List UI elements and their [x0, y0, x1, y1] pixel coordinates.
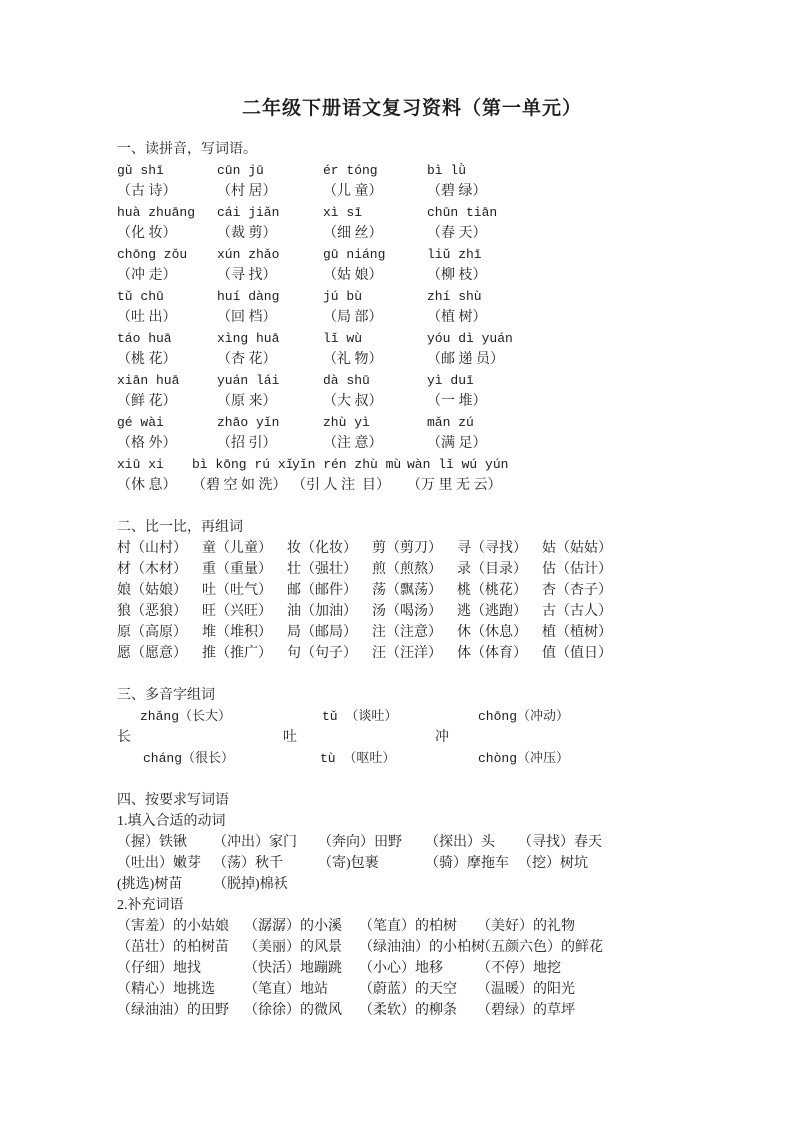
word-cell: （柳 枝） — [427, 268, 487, 283]
pinyin-cell: cái jiǎn — [217, 205, 280, 220]
word-cell: 值（值日） — [542, 646, 612, 661]
word-cell: （快活）地蹦跳 — [244, 961, 342, 976]
word-cell: 剪（剪刀） — [372, 541, 442, 556]
word-cell: （五颜六色）的鲜花 — [477, 940, 603, 955]
word-cell: 原（高原） — [117, 625, 187, 640]
hanzi-row — [117, 181, 707, 202]
word-cell: 估（估计） — [542, 562, 612, 577]
pinyin-cell: tǔ chū — [117, 289, 164, 304]
pinyin-cell: bì lǜ — [427, 163, 467, 178]
word-cell: （春 天） — [427, 226, 487, 241]
word-cell: 荡（飘荡） — [372, 583, 442, 598]
verb-row — [117, 853, 707, 874]
phrase-row — [117, 1000, 707, 1021]
section-pinyin-words — [117, 139, 707, 496]
pinyin-row — [117, 286, 707, 307]
hanzi-row — [117, 391, 707, 412]
word-cell: （荡）秋千 — [213, 856, 283, 871]
reading-cell: chòng（冲压） — [478, 751, 570, 766]
word-cell: （温暖）的阳光 — [477, 982, 575, 997]
word-cell: （骑）摩拖车 — [425, 856, 509, 871]
word-cell: 童（儿童） — [202, 541, 272, 556]
word-cell: （格 外） — [117, 436, 177, 451]
word-cell: 壮（强壮） — [287, 562, 357, 577]
word-cell: 堆（堆积） — [202, 625, 272, 640]
word-cell: （招 引） — [217, 436, 277, 451]
character-cell: 冲 — [435, 730, 449, 745]
pinyin-cell: huí dàng — [217, 289, 280, 304]
word-cell: （美好）的礼物 — [477, 919, 575, 934]
pinyin-cell: bì kōng rú xǐ — [192, 457, 294, 472]
word-cell: 注（注意） — [372, 625, 442, 640]
section-2-heading: 二、比一比，再组词 — [117, 520, 243, 535]
word-cell: 体（体育） — [457, 646, 527, 661]
verb-row — [117, 832, 707, 853]
pinyin-cell: gé wài — [117, 415, 164, 430]
word-cell: （寻找）春天 — [518, 835, 602, 850]
word-cell: 杏（杏子） — [542, 583, 612, 598]
pinyin-row — [117, 202, 707, 223]
hanzi-row — [117, 475, 707, 496]
word-cell: （回 档） — [217, 310, 277, 325]
section-1-heading: 一、读拼音，写词语。 — [117, 142, 257, 157]
pinyin-cell: jú bù — [323, 289, 363, 304]
word-cell: （局 部） — [323, 310, 383, 325]
word-cell: 句（句子） — [287, 646, 357, 661]
word-row — [117, 538, 707, 559]
word-cell: （大 叔） — [323, 394, 383, 409]
reading-cell: cháng（很长） — [143, 751, 235, 766]
word-row — [117, 643, 707, 664]
pinyin-cell: yǐn rén zhù mù — [292, 457, 402, 472]
word-cell: (挑选)树苗 — [117, 877, 183, 892]
word-cell: 妆（化妆） — [287, 541, 357, 556]
word-cell: （绿油油）的田野 — [117, 1003, 229, 1018]
pinyin-cell: zhāo yǐn — [217, 415, 280, 430]
word-cell: 休（休息） — [457, 625, 527, 640]
section-3-heading: 三、多音字组词 — [117, 688, 215, 703]
word-cell: （礼 物） — [323, 352, 383, 367]
pinyin-cell: yuán lái — [217, 373, 280, 388]
pinyin-cell: wàn lǐ wú yún — [407, 457, 509, 472]
word-cell: （寄)包裹 — [318, 856, 379, 871]
pinyin-cell: yì duī — [427, 373, 474, 388]
pinyin-cell: chōng zǒu — [117, 247, 188, 262]
pinyin-cell: yóu dì yuán — [427, 331, 513, 346]
word-cell: 娘（姑娘） — [117, 583, 187, 598]
word-cell: （握）铁锹 — [117, 835, 187, 850]
word-cell: （细 丝） — [323, 226, 383, 241]
word-cell: （碧 空 如 洗） — [192, 478, 287, 493]
word-cell: 古（古人） — [542, 604, 612, 619]
word-row — [117, 601, 707, 622]
word-cell: （挖）树坑 — [518, 856, 588, 871]
pinyin-cell: chūn tiān — [427, 205, 498, 220]
word-cell: （杏 花） — [217, 352, 277, 367]
word-cell: （化 妆） — [117, 226, 177, 241]
word-cell: （植 树） — [427, 310, 487, 325]
word-cell: （仔细）地找 — [117, 961, 201, 976]
hanzi-row — [117, 223, 707, 244]
word-cell: （潺潺）的小溪 — [244, 919, 342, 934]
word-cell: （冲出）家门 — [213, 835, 297, 850]
word-row — [117, 622, 707, 643]
word-cell: （桃 花） — [117, 352, 177, 367]
verb-row — [117, 874, 707, 895]
pinyin-cell: cūn jū — [217, 163, 264, 178]
word-cell: 录（目录） — [457, 562, 527, 577]
hanzi-row — [117, 307, 707, 328]
word-cell: （冲 走） — [117, 268, 177, 283]
pinyin-cell: xún zhǎo — [217, 247, 280, 262]
word-cell: （碧 绿） — [427, 184, 487, 199]
pinyin-cell: xìng huā — [217, 331, 280, 346]
word-cell: （脱掉)棉袄 — [213, 877, 288, 892]
word-cell: 邮（邮件） — [287, 583, 357, 598]
word-cell: 愿（愿意） — [117, 646, 187, 661]
section-4-heading: 四、按要求写词语 — [117, 793, 229, 808]
word-cell: （笔直）地站 — [244, 982, 328, 997]
hanzi-row — [117, 433, 707, 454]
word-cell: （古 诗） — [117, 184, 177, 199]
word-cell: （徐徐）的微风 — [244, 1003, 342, 1018]
word-cell: （小心）地移 — [359, 961, 443, 976]
word-cell: （茁壮）的柏树苗 — [117, 940, 229, 955]
section-write-words — [117, 790, 707, 1021]
polyphone-bottom-row — [117, 748, 707, 769]
pinyin-cell: zhù yì — [323, 415, 370, 430]
pinyin-cell: xiān huā — [117, 373, 180, 388]
sub-2-label: 2.补充词语 — [117, 898, 184, 913]
word-cell: （邮 递 员） — [427, 352, 504, 367]
pinyin-cell: gū niáng — [323, 247, 386, 262]
word-cell: （柔软）的柳条 — [359, 1003, 457, 1018]
polyphone-base-row — [117, 727, 707, 748]
pinyin-row — [117, 160, 707, 181]
word-cell: 煎（煎熬） — [372, 562, 442, 577]
word-cell: （注 意） — [323, 436, 383, 451]
pinyin-cell: mǎn zú — [427, 415, 474, 430]
word-cell: 汪（汪洋） — [372, 646, 442, 661]
word-cell: （裁 剪） — [217, 226, 277, 241]
word-cell: （村 居） — [217, 184, 277, 199]
pinyin-cell: liǔ zhī — [427, 247, 482, 262]
pinyin-cell: táo huā — [117, 331, 172, 346]
word-cell: （一 堆） — [427, 394, 487, 409]
reading-cell: tù （呕吐） — [320, 751, 396, 766]
pinyin-row — [117, 412, 707, 433]
word-cell: 姑（姑姑） — [542, 541, 612, 556]
word-cell: （探出）头 — [425, 835, 495, 850]
word-cell: （原 来） — [217, 394, 277, 409]
pinyin-cell: xì sī — [323, 205, 363, 220]
pinyin-row — [117, 454, 707, 475]
character-cell: 吐 — [283, 730, 297, 745]
reading-cell: zhǎng（长大） — [140, 709, 232, 724]
phrase-row — [117, 979, 707, 1000]
pinyin-cell: ér tóng — [323, 163, 378, 178]
word-cell: 寻（寻找） — [457, 541, 527, 556]
word-cell: （精心）地挑选 — [117, 982, 215, 997]
section-compare-words — [117, 517, 707, 664]
word-cell: 村（山村） — [117, 541, 187, 556]
word-cell: 桃（桃花） — [457, 583, 527, 598]
phrase-row — [117, 916, 707, 937]
polyphone-top-row — [117, 706, 707, 727]
word-row — [117, 580, 707, 601]
pinyin-row — [117, 328, 707, 349]
pinyin-cell: xiū xi — [117, 457, 164, 472]
pinyin-cell: zhí shù — [427, 289, 482, 304]
word-cell: 汤（喝汤） — [372, 604, 442, 619]
word-cell: （万 里 无 云） — [407, 478, 502, 493]
word-cell: 吐（吐气） — [202, 583, 272, 598]
word-cell: （休 息） — [117, 478, 177, 493]
word-cell: （奔向）田野 — [318, 835, 402, 850]
pinyin-cell: gǔ shī — [117, 163, 164, 178]
word-cell: （吐出）嫩芽 — [117, 856, 201, 871]
word-cell: （寻 找） — [217, 268, 277, 283]
pinyin-cell: lǐ wù — [323, 331, 363, 346]
pinyin-row — [117, 370, 707, 391]
word-cell: （鲜 花） — [117, 394, 177, 409]
word-cell: （碧绿）的草坪 — [477, 1003, 575, 1018]
word-cell: 狼（恶狼） — [117, 604, 187, 619]
word-cell: （满 足） — [427, 436, 487, 451]
phrase-row — [117, 958, 707, 979]
word-cell: 重（重量） — [202, 562, 272, 577]
pinyin-cell: dà shū — [323, 373, 370, 388]
word-cell: 逃（逃跑） — [457, 604, 527, 619]
page-title: 二年级下册语文复习资料（第一单元） — [241, 98, 582, 119]
phrase-row — [117, 937, 707, 958]
word-cell: （姑 娘） — [323, 268, 383, 283]
word-cell: （蔚蓝）的天空 — [359, 982, 457, 997]
reading-cell: chōng（冲动） — [478, 709, 570, 724]
word-cell: 油（加油） — [287, 604, 357, 619]
word-cell: （引 人 注 目） — [292, 478, 390, 493]
word-cell: （害羞）的小姑娘 — [117, 919, 229, 934]
section-polyphonic — [117, 685, 707, 769]
word-cell: 局（邮局） — [287, 625, 357, 640]
word-cell: （吐 出） — [117, 310, 177, 325]
word-cell: 旺（兴旺） — [202, 604, 272, 619]
pinyin-row — [117, 244, 707, 265]
word-cell: 推（推广） — [202, 646, 272, 661]
word-cell: 材（木材） — [117, 562, 187, 577]
hanzi-row — [117, 349, 707, 370]
pinyin-cell: huà zhuāng — [117, 205, 196, 220]
hanzi-row — [117, 265, 707, 286]
word-cell: （美丽）的风景 — [244, 940, 342, 955]
word-cell: （儿 童） — [323, 184, 383, 199]
word-cell: （绿油油）的小柏树 — [359, 940, 485, 955]
word-cell: （笔直）的柏树 — [359, 919, 457, 934]
word-cell: 植（植树） — [542, 625, 612, 640]
reading-cell: tǔ （谈吐） — [322, 709, 398, 724]
word-cell: （不停）地挖 — [477, 961, 561, 976]
sub-1-label: 1.填入合适的动词 — [117, 814, 226, 829]
character-cell: 长 — [117, 730, 131, 745]
word-row — [117, 559, 707, 580]
